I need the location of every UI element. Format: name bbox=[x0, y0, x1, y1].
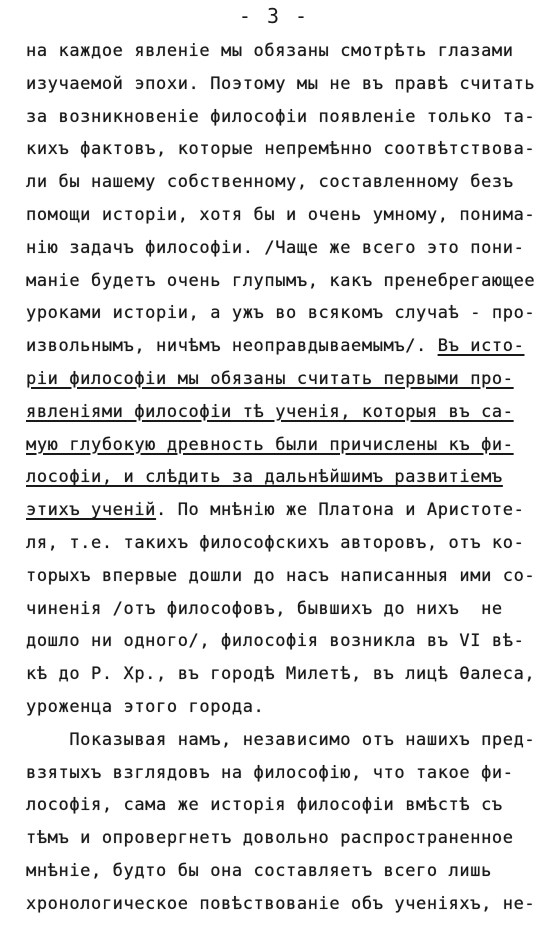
text-line bbox=[26, 827, 514, 849]
text-segment: дошло ни одного/, философія возникла въ VI вѣ- bbox=[26, 631, 525, 652]
text-line bbox=[26, 499, 524, 521]
text-line bbox=[26, 794, 503, 816]
text-line bbox=[26, 466, 503, 488]
text-line bbox=[26, 663, 535, 685]
text-line bbox=[26, 171, 514, 193]
text-segment: хронологическое повѣствованіе объ ученіяхъ, не- bbox=[26, 893, 536, 914]
text-line bbox=[26, 630, 524, 652]
text-segment: Показывая намъ, независимо отъ нашихъ пред- bbox=[26, 729, 536, 750]
text-line bbox=[26, 893, 535, 915]
text-line bbox=[26, 532, 524, 554]
text-line bbox=[26, 138, 535, 160]
text-segment: уроженца этого города. bbox=[26, 697, 265, 717]
page-number: - 3 - bbox=[238, 4, 310, 28]
underlined-text: ріи философіи мы обязаны считать первыми про- bbox=[26, 369, 514, 389]
underlined-text: мую глубокую древность были причислены къ фи- bbox=[26, 434, 514, 455]
text-line bbox=[26, 237, 524, 259]
text-line bbox=[26, 434, 514, 456]
text-segment: за возникновеніе философіи появленіе только та- bbox=[26, 106, 536, 127]
text-segment: нію задачъ философіи. /Чаще же всего это пони- bbox=[26, 237, 525, 258]
text-segment: ля, т.е. такихъ философскихъ авторовъ, отъ ко- bbox=[26, 533, 525, 553]
text-segment: на каждое явленіе мы обязаны смотрѣть глазами bbox=[26, 41, 514, 61]
text-segment: тѣмъ и опровергнетъ довольно распространенное bbox=[26, 828, 514, 849]
text-line bbox=[26, 368, 514, 390]
underlined-text: Въ исто- bbox=[437, 336, 525, 357]
text-line bbox=[26, 302, 535, 324]
text-line bbox=[26, 860, 492, 882]
underlined-text: лософіи, и слѣдить за дальнѣйшимъ развитіемъ bbox=[26, 467, 503, 488]
text-line bbox=[26, 696, 264, 718]
text-line bbox=[26, 565, 535, 587]
text-line bbox=[26, 729, 535, 751]
text-segment: торыхъ впервые дошли до насъ написанныя ими со- bbox=[26, 565, 536, 586]
text-segment: . По мнѣнію же Платона и Аристоте- bbox=[156, 500, 525, 521]
text-segment: взятыхъ взглядовъ на философію, что такое фи- bbox=[26, 762, 514, 783]
underlined-text: этихъ ученій bbox=[26, 500, 157, 521]
text-line bbox=[26, 204, 535, 226]
text-segment: кѣ до Р. Хр., въ городѣ Милетѣ, въ лицѣ Ѳалеса, bbox=[26, 664, 536, 685]
text-segment: ли бы нашему собственному, составленному безъ bbox=[26, 172, 514, 193]
text-segment: маніе будетъ очень глупымъ, какъ пренебрегающее bbox=[26, 270, 536, 291]
text-line bbox=[26, 335, 524, 357]
text-line bbox=[26, 401, 514, 423]
underlined-text: явленіями философіи тѣ ученія, которыя въ са- bbox=[26, 401, 514, 422]
text-line bbox=[26, 270, 535, 292]
text-segment: лософія, сама же исторія философіи вмѣстѣ съ bbox=[26, 795, 503, 816]
text-line bbox=[26, 762, 514, 784]
text-segment: мнѣніе, будто бы она составляетъ всего лишь bbox=[26, 861, 492, 881]
text-line bbox=[26, 106, 535, 128]
text-line bbox=[26, 40, 514, 62]
text-segment: чиненія /отъ философовъ, бывшихъ до нихъ не bbox=[26, 598, 503, 619]
text-segment: изучаемой эпохи. Поэтому мы не въ правѣ считать bbox=[26, 73, 536, 94]
text-segment: кихъ фактовъ, которые непремѣнно соотвѣтствова- bbox=[26, 139, 536, 160]
text-segment: извольнымъ, ничѣмъ неоправдываемымъ/. bbox=[26, 336, 438, 357]
text-line bbox=[26, 73, 535, 95]
text-line bbox=[26, 598, 503, 620]
text-segment: уроками исторіи, а ужъ во всякомъ случаѣ - про- bbox=[26, 303, 536, 324]
text-segment: помощи исторіи, хотя бы и очень умному, понима- bbox=[26, 205, 536, 225]
